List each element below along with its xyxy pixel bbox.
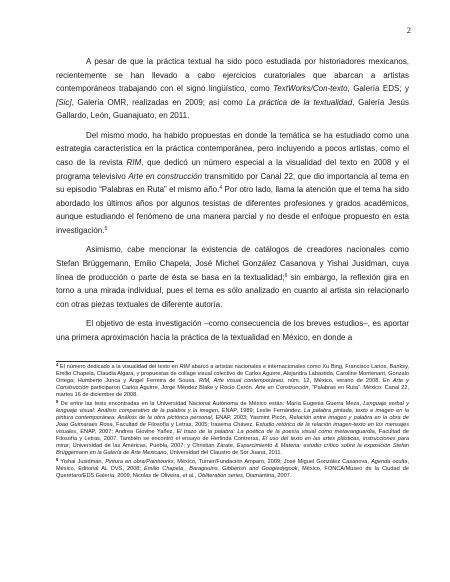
text-run: Del mismo modo, ha habido propuestas en donde la temática se ha estudiado como una estrategia característica en la práctica contemporánea, pero incluyendo a pocos artistas, como el caso de la revista (56, 130, 409, 167)
text-run: , que dedicó un número especial a la visualidad del texto en 2008 y el programa televisivo (56, 157, 409, 181)
text-run: abarcó a artistas nacionales e internacionales como Xu Bing, Francisco Larios, Banksy, Emilio Chapela, Claudia Algara, y propuestas de collage visual colectivo de Carlos Aguirre, Alejandra Labastida, Caroline Montenant, Gonzalo Ortega; Humberto Junca y Ángel Ferreira de Sousa. (56, 364, 409, 385)
italic-text: Arte y Construcción (56, 378, 409, 392)
italic-text: [Sic] (56, 97, 72, 107)
italic-text: Obliteration series (197, 472, 243, 479)
footnote (56, 364, 409, 399)
paragraph (56, 129, 409, 238)
italic-text: Emilio Chapela_ Baragouins, Gibberish and Googledygook (144, 465, 298, 472)
text-run: , Universidad del Claustro de Sor Juana, 2011. (166, 450, 283, 457)
note-marker: 5 (56, 398, 59, 404)
italic-text: El trazo de la palabra: La poética de la poesía visual como metavanguardia (176, 429, 375, 436)
footnote (56, 456, 410, 480)
italic-text: Lenguaje verbal y lenguaje visual: Análisis comparativo de la palabra y la imagen (56, 400, 410, 414)
italic-text: Agenda oculta (371, 458, 408, 465)
italic-text: El uso del texto en las artes plásticas, instrucciones para mirar (56, 436, 409, 450)
text-run: El número dedicado a la visualidad del texto en (58, 364, 180, 370)
italic-text: RIM (179, 364, 190, 370)
italic-text: Arte en Construcción (255, 385, 309, 392)
text-run: Yishai Jusidman, (58, 458, 106, 465)
text-run: A pesar de que la práctica textual ha sido poco estudiada por historiadores mexicanos, recientemente se han llevado a cabo ejercicios curatoriales que abarcan a artistas contemporáneos trabajando con el signo lingüístico, como (56, 57, 409, 94)
paragraph (56, 317, 409, 344)
paragraph (56, 243, 409, 311)
text-run: Por otro lado, llama la atención que el tema ha sido abordado los últimos años por algunos tesistas de diferentes profesiones y grados académicos, aunque estudiando el fenómeno de una manera parcial y no desde el enfoque propuesto en esta investigación. (56, 185, 409, 235)
italic-text: RIM (126, 157, 142, 167)
text-run: , ENAP, 2007; Andrea Giovine Yañez, (76, 429, 177, 436)
note-marker: 4 (56, 362, 59, 367)
italic-text: RIM, Arte visual contemporáneo (198, 378, 284, 385)
text-run: , México, Editorial AL DVS, 2008; (56, 458, 410, 472)
text-run: , núm. 12, México, verano de 2008. En (283, 378, 393, 385)
text-run: sin embargo, la reflexión gira en torno a una mirada individual, pues el tema es sólo analizado en cuanto al artista sin relacionarlo con otras piezas textuales de diferente autoría. (56, 272, 410, 309)
text-run: , Facultad de Filosofía y Letras, 2007. También se encontró el ensayo de Herlinda Contreras, (56, 429, 410, 443)
text-run: El objetivo de esta investigación –como consecuencia de los breves estudios–, es aportar una primera aproximación hacia la práctica de la textualidad en México, en donde a (56, 319, 409, 342)
text-run: transmitido por Canal 22, que dio importancia al tema en su episodio “Palabras en Ruta” el mismo año. (56, 171, 409, 195)
text-run: De entre las tesis encontradas en la Universidad Nacional Autónoma de México están: María Eugenia Guerra Meza, (58, 400, 364, 407)
text-run: , México, FONCA/Museo de la Ciudad de Querétaro/EDS Galería, 2009; Nicolas de Oliveira, (56, 465, 409, 479)
text-run: , “Palabras en Ruta”. México: Canal 22, martes 16 de diciembre de 2008. (56, 385, 409, 399)
footnote (56, 398, 410, 458)
text-run: , ENAP, 1989; Leslie Fernández, (217, 407, 304, 414)
note-marker: 6 (284, 272, 288, 279)
text-run: , ENAP, 2003; Yasmint Picón, (211, 414, 290, 421)
paragraph (56, 55, 409, 123)
body-text (56, 55, 409, 350)
text-run: Asimismo, cabe mencionar la existencia de catálogos de creadores nacionales como Stefan Brüggemann, Emilio Chapela, José Michel González Casanova y Yishai Jusidman, cuya línea de producción o parte de ésta se basa en la textualidad; (56, 245, 409, 282)
text-run: participaron Carlos Aguirre, Jorge Méndez Blake y Rocío Cerón. (88, 385, 256, 392)
text-run: , Galería Jesús Gallardo, León, Guanajuato, en 2011. (56, 97, 409, 121)
italic-text: La práctica de la textualidad (246, 97, 353, 107)
text-run: , (194, 472, 198, 479)
italic-text: Relación entre imagen y palabra en la obra de Joao Guimaraes Rosa (56, 414, 409, 428)
italic-text: Estudio retórico de la relación imagen-texto en los mensajes visuales (56, 421, 410, 436)
italic-text: Arte en construcción (128, 171, 203, 181)
text-run: , Galería OMR, realizadas en 2009; así como (71, 97, 247, 107)
text-run: , Diamantina, 2007. (242, 472, 292, 479)
text-run: , Galería EDS; y (347, 84, 409, 94)
text-run: , Universidad de las Américas, Puebla, 2007; y Christian Zárate, (68, 443, 237, 450)
note-marker: 6 (56, 456, 59, 462)
italic-text: Esparcimiento & Materia: estudio crítico sobre la exposición Stefan Brüggemann en la Galería de Arte Mexicano (56, 443, 409, 457)
italic-text: et al. (182, 472, 195, 479)
text-run: , México, Turner/Fundación Amparo, 2009; José Miguel González Casanova, (173, 458, 372, 465)
footnote-separator (56, 361, 174, 362)
page-number: 2 (406, 25, 411, 35)
note-marker: 4 (219, 185, 223, 192)
italic-text: Pintura en obra/Paintworks (105, 458, 174, 465)
note-marker: 5 (104, 225, 108, 232)
text-run: , Facultad de Filosofía y Letras, 2005; Irasema Chávez, (112, 421, 256, 428)
footnotes (56, 364, 409, 481)
italic-text: TextWorks/Con-texto (273, 84, 348, 94)
italic-text: La palabra pintada, texto e imagen en la pintura contemporánea: Análisis de la obra pictórica personal (56, 407, 409, 421)
